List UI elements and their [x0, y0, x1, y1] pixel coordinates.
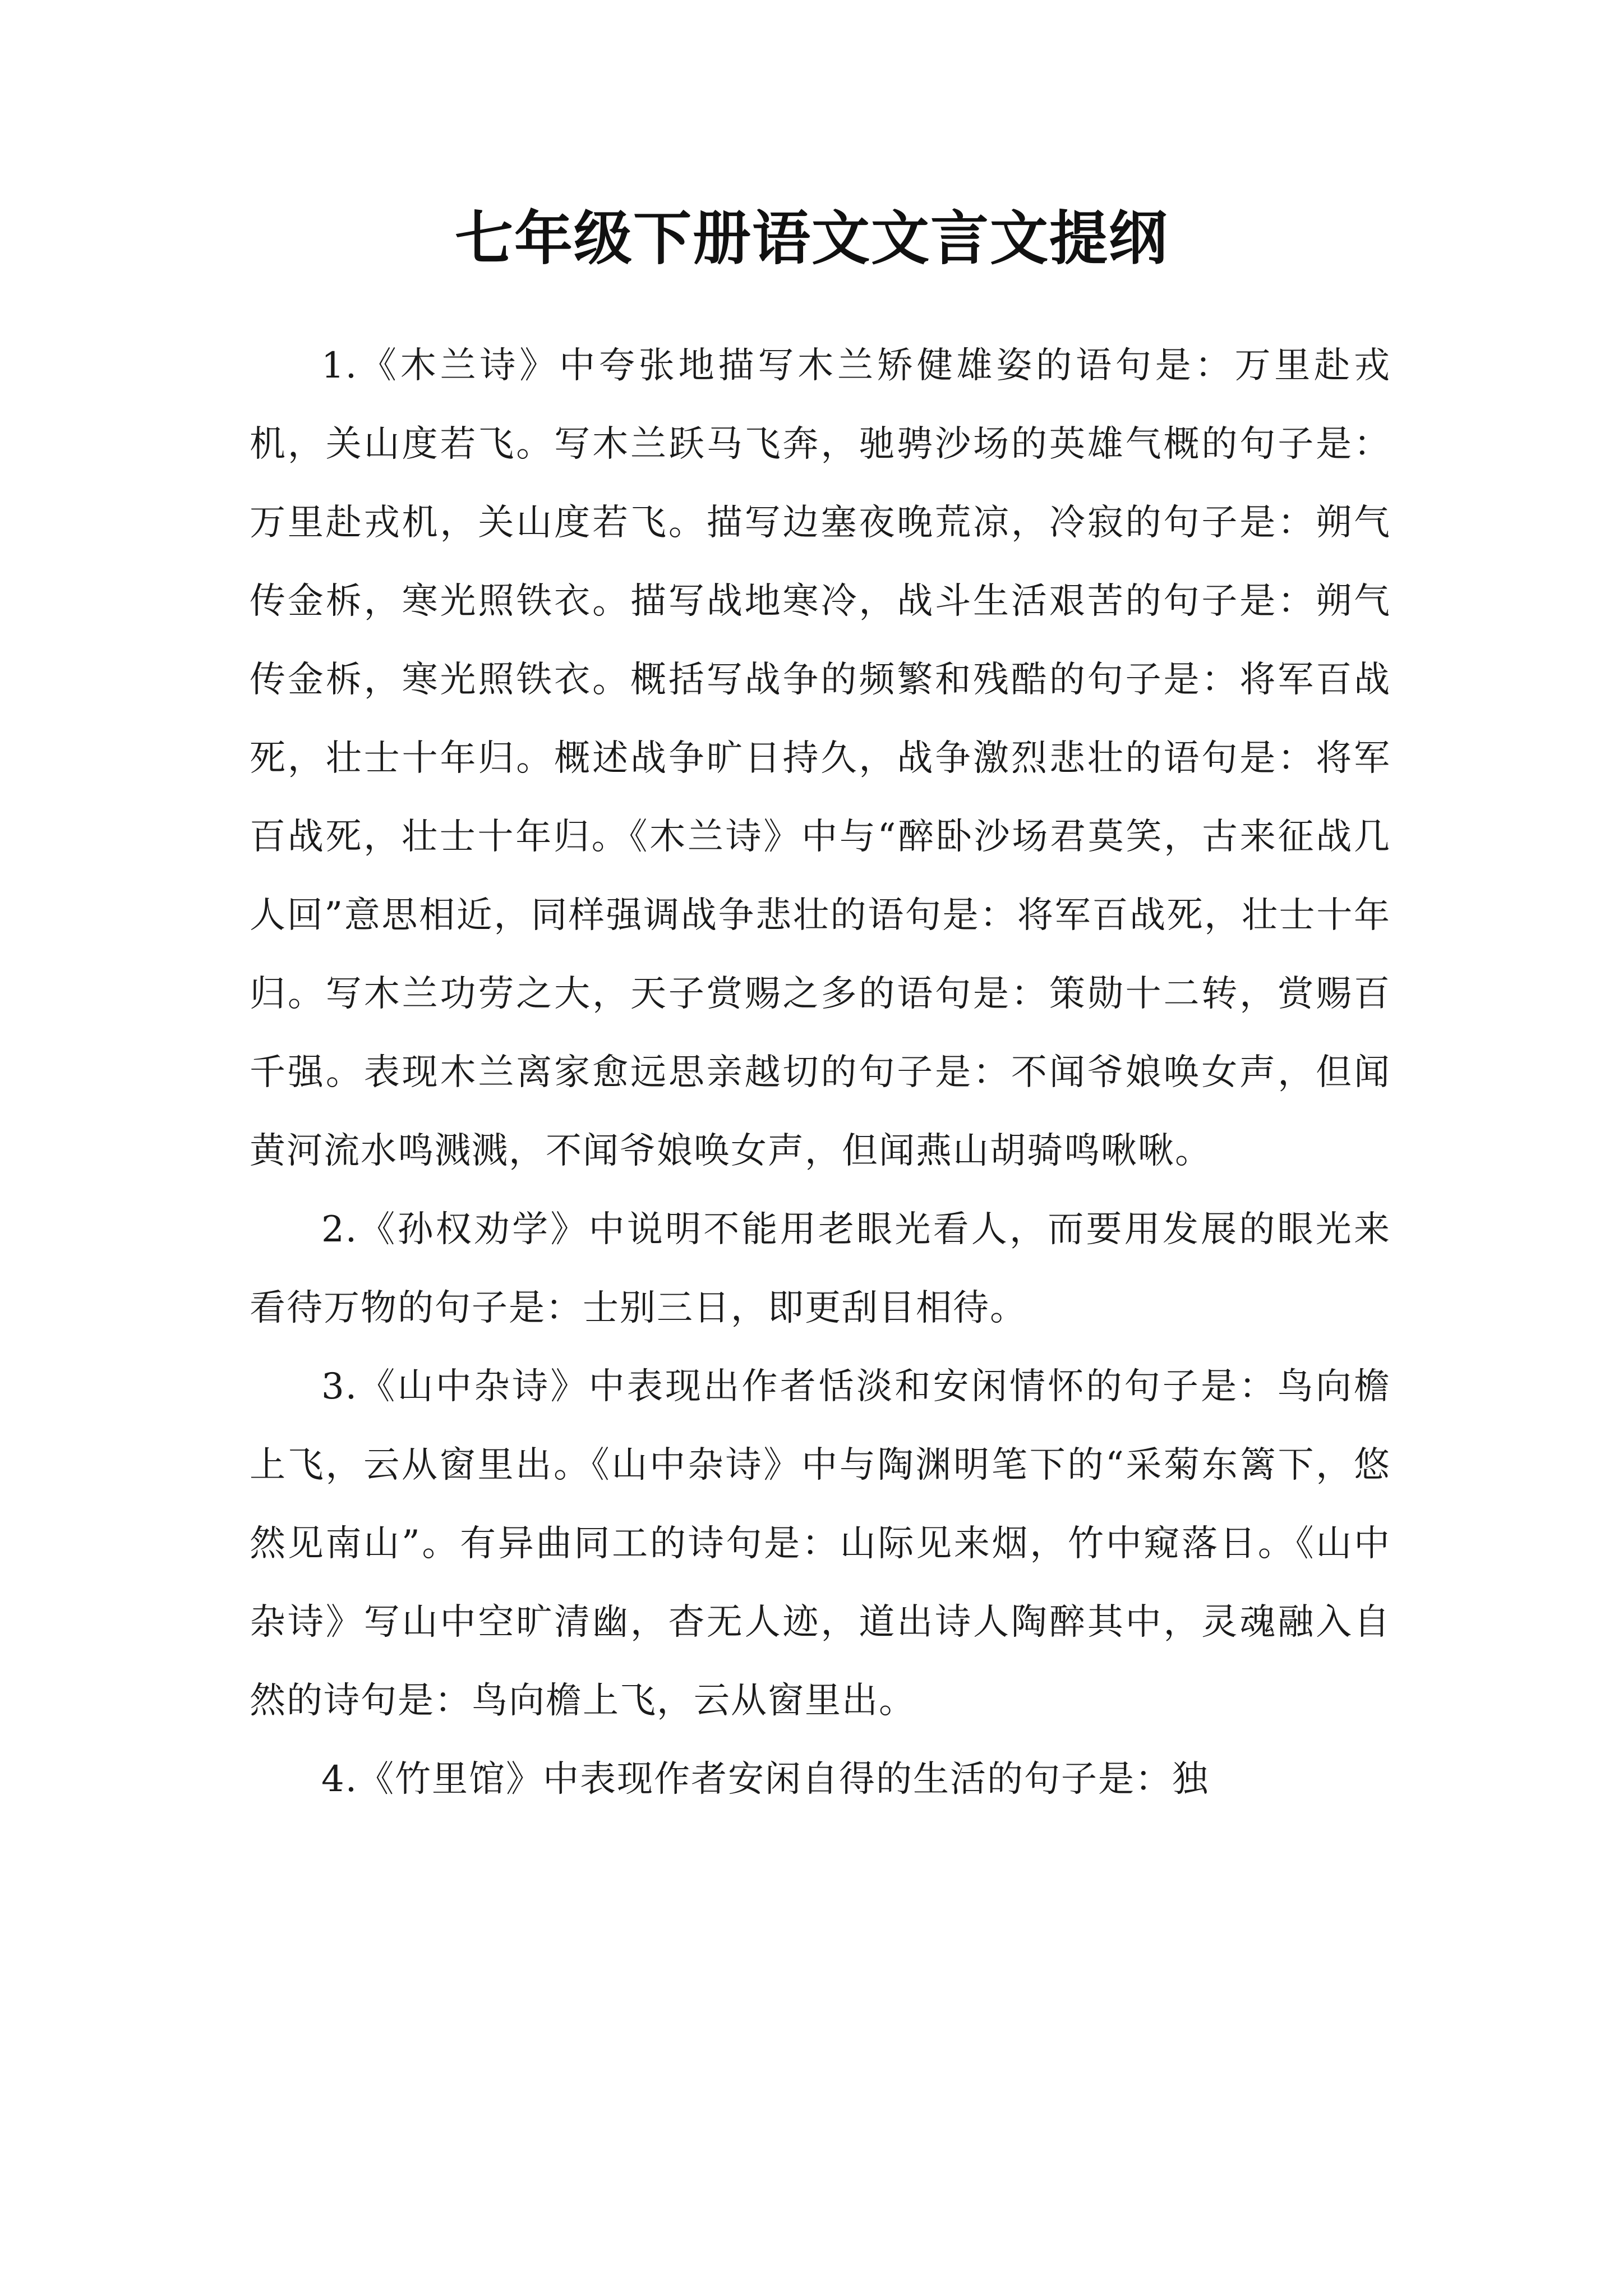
page-title: 七年级下册语文文言文提纲 [454, 204, 1168, 273]
paragraph-4: 4.《竹里馆》中表现作者安闲自得的生活的句子是：独 [321, 1759, 1210, 1800]
paragraph-3: 3.《山中杂诗》中表现出作者恬淡和安闲情怀的句子是：鸟向檐上飞，云从窗里出。《山中杂诗》中与陶渊明笔下的“采菊东篱下，悠然见南山”。有异曲同工的诗句是：山际见来烟，竹中窥落日。《山中杂诗》写山中空旷清幽，杳无人迹，道出诗人陶醉其中，灵魂融入自然的诗句是：鸟向檐上飞，云从窗里出。 [250, 1366, 1391, 1722]
paragraph-1: 1.《木兰诗》中夸张地描写木兰矫健雄姿的语句是：万里赴戎机，关山度若飞。写木兰跃马飞奔，驰骋沙场的英雄气概的句子是：万里赴戎机，关山度若飞。描写边塞夜晚荒凉，冷寂的句子是：朔气传金柝，寒光照铁衣。描写战地寒冷，战斗生活艰苦的句子是：朔气传金柝，寒光照铁衣。概括写战争的频繁和残酷的句子是：将军百战死，壮士十年归。概述战争旷日持久，战争激烈悲壮的语句是：将军百战死，壮士十年归。《木兰诗》中与“醉卧沙场君莫笑，古来征战几人回”意思相近，同样强调战争悲壮的语句是：将军百战死，壮士十年归。写木兰功劳之大，天子赏赐之多的语句是：策勋十二转，赏赐百千强。表现木兰离家愈远思亲越切的句子是：不闻爷娘唤女声，但闻黄河流水鸣溅溅，不闻爷娘唤女声，但闻燕山胡骑鸣啾啾。 [250, 345, 1391, 1172]
document-body [250, 326, 1391, 1819]
paragraph-2: 2.《孙权劝学》中说明不能用老眼光看人，而要用发展的眼光来看待万物的句子是：士别三日，即更刮目相待。 [250, 1209, 1391, 1329]
